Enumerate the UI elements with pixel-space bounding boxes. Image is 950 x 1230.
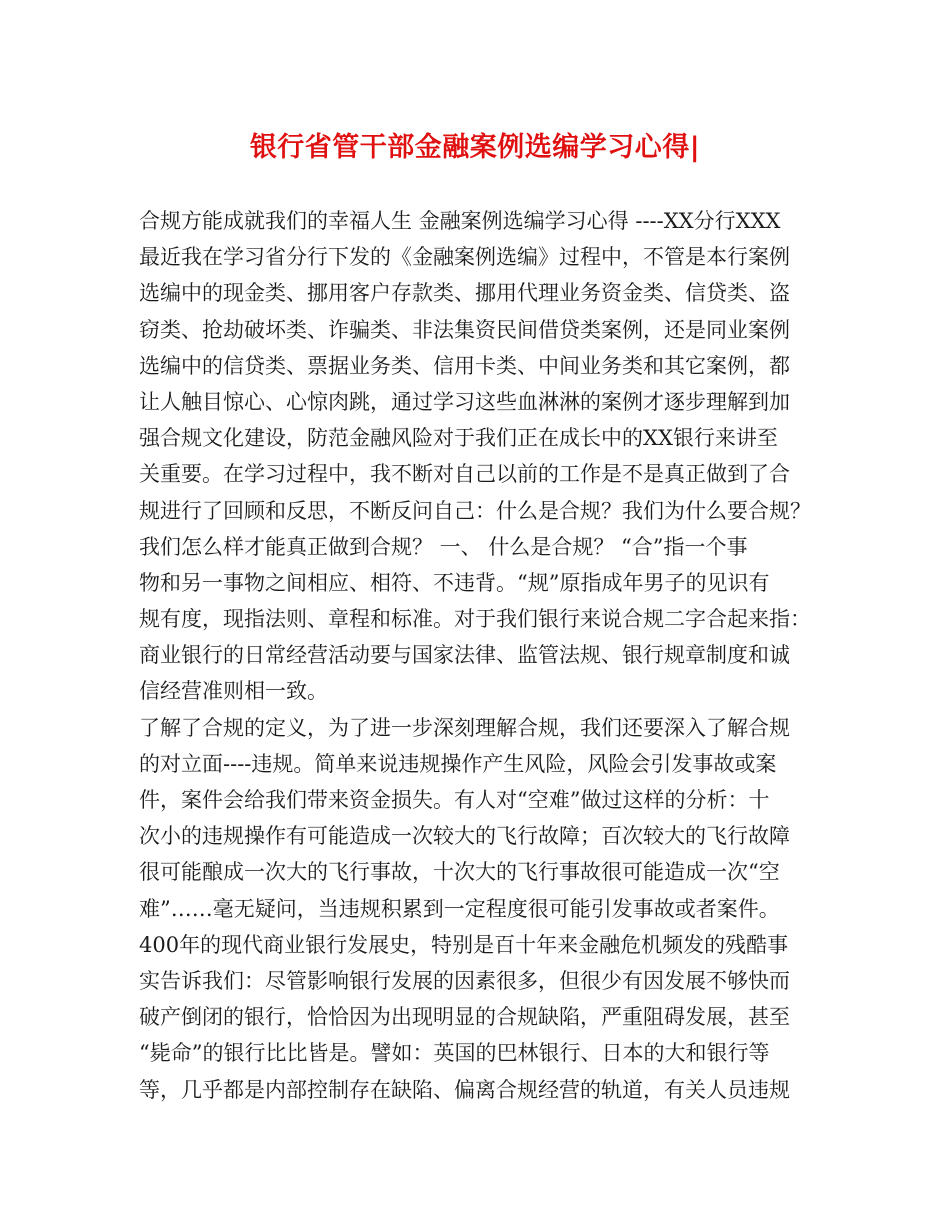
- body-line: 的对立面----违规。简单来说违规操作产生风险，风险会引发事故或案: [139, 751, 777, 776]
- body-line: 难”……毫无疑问，当违规积累到一定程度很可能引发事故或者案件。: [139, 896, 780, 921]
- body-line: 最近我在学习省分行下发的《金融案例选编》过程中，不管是本行案例: [139, 245, 790, 270]
- body-line: 次小的违规操作有可能造成一次较大的飞行故障；百次较大的飞行故障: [139, 824, 790, 849]
- body-line: 规有度，现指法则、章程和标准。对于我们银行来说合规二字合起来指：: [139, 607, 811, 632]
- body-line: 我们怎么样才能真正做到合规？ 一、 什么是合规？ “合”指一个事: [139, 534, 748, 559]
- body-line: 实告诉我们：尽管影响银行发展的因素很多，但很少有因发展不够快而: [139, 968, 790, 993]
- body-line: 了解了合规的定义，为了进一步深刻理解合规，我们还要深入了解合规: [139, 715, 790, 740]
- body-line: 选编中的现金类、挪用客户存款类、挪用代理业务资金类、信贷类、盗: [139, 281, 790, 306]
- body-line: 400年的现代商业银行发展史，特别是百十年来金融危机频发的残酷事: [139, 932, 789, 957]
- body-line: 让人触目惊心、心惊肉跳，通过学习这些血淋淋的案例才逐步理解到加: [139, 389, 790, 414]
- document-body: [139, 203, 829, 1108]
- body-line: 选编中的信贷类、票据业务类、信用卡类、中间业务类和其它案例，都: [139, 353, 790, 378]
- body-line: “毙命”的银行比比皆是。譬如：英国的巴林银行、日本的大和银行等: [139, 1041, 770, 1066]
- body-line: 规进行了回顾和反思，不断反问自己：什么是合规？我们为什么要合规？: [139, 498, 811, 523]
- body-line: 商业银行的日常经营活动要与国家法律、监管法规、银行规章制度和诚: [139, 643, 790, 668]
- body-line: 破产倒闭的银行，恰恰因为出现明显的合规缺陷，严重阻碍发展，甚至: [139, 1005, 790, 1030]
- body-line: 等，几乎都是内部控制存在缺陷、偏离合规经营的轨道，有关人员违规: [139, 1077, 790, 1102]
- body-line: 很可能酿成一次大的飞行事故，十次大的飞行事故很可能造成一次“空: [139, 860, 780, 885]
- body-line: 合规方能成就我们的幸福人生 金融案例选编学习心得 ----XX分行XXX: [139, 209, 781, 233]
- body-line: 窃类、抢劫破坏类、诈骗类、非法集资民间借贷类案例，还是同业案例: [139, 317, 790, 342]
- body-line: 关重要。在学习过程中，我不断对自己以前的工作是不是真正做到了合: [139, 462, 790, 487]
- body-line: 强合规文化建设，防范金融风险对于我们正在成长中的XX银行来讲至: [139, 426, 778, 451]
- body-line: 信经营准则相一致。: [139, 679, 328, 704]
- body-line: 物和另一事物之间相应、相符、不违背。“规”原指成年男子的见识有: [139, 570, 770, 595]
- body-line: 件，案件会给我们带来资金损失。有人对“空难”做过这样的分析：十: [139, 788, 770, 812]
- document-title: 银行省管干部金融案例选编学习心得|: [249, 132, 701, 163]
